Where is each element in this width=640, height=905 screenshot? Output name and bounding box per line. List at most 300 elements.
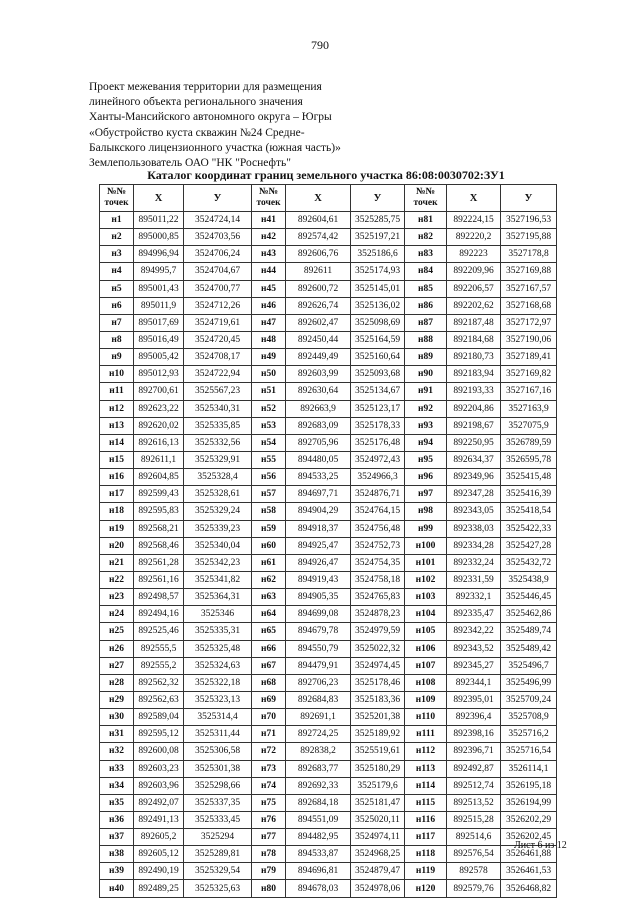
y-coordinate-cell: 3525328,61: [184, 486, 252, 503]
x-coordinate-cell: 892578: [447, 863, 501, 880]
x-coordinate-cell: 892620,02: [134, 417, 184, 434]
point-id-cell: н65: [252, 623, 286, 640]
y-coordinate-cell: 3525328,4: [184, 469, 252, 486]
point-id-cell: н114: [405, 777, 447, 794]
x-coordinate-cell: 892561,28: [134, 554, 184, 571]
point-id-cell: н11: [100, 383, 134, 400]
table-row: [100, 451, 557, 468]
y-coordinate-cell: 3526461,53: [501, 863, 557, 880]
y-coordinate-cell: 3525329,54: [184, 863, 252, 880]
point-id-cell: н50: [252, 366, 286, 383]
table-row: [100, 417, 557, 434]
y-header: У: [501, 185, 557, 212]
x-coordinate-cell: 892209,96: [447, 263, 501, 280]
y-coordinate-cell: 3525181,47: [351, 794, 405, 811]
table-row: [100, 709, 557, 726]
x-coordinate-cell: 892602,47: [286, 314, 351, 331]
point-number-header: №№ точек: [405, 185, 447, 212]
point-id-cell: н107: [405, 657, 447, 674]
x-coordinate-cell: 892700,61: [134, 383, 184, 400]
x-coordinate-cell: 892220,2: [447, 229, 501, 246]
y-coordinate-cell: 3525427,28: [501, 537, 557, 554]
point-id-cell: н43: [252, 246, 286, 263]
point-id-cell: н18: [100, 503, 134, 520]
y-coordinate-cell: 3525329,91: [184, 451, 252, 468]
point-id-cell: н62: [252, 571, 286, 588]
y-coordinate-cell: 3527169,88: [501, 263, 557, 280]
x-coordinate-cell: 892223: [447, 246, 501, 263]
point-id-cell: н67: [252, 657, 286, 674]
y-coordinate-cell: 3525093,68: [351, 366, 405, 383]
y-coordinate-cell: 3525342,23: [184, 554, 252, 571]
y-coordinate-cell: 3526202,29: [501, 811, 557, 828]
y-coordinate-cell: 3524720,45: [184, 331, 252, 348]
point-id-cell: н8: [100, 331, 134, 348]
table-row: [100, 760, 557, 777]
point-id-cell: н48: [252, 331, 286, 348]
point-id-cell: н115: [405, 794, 447, 811]
x-coordinate-cell: 892603,23: [134, 760, 184, 777]
point-id-cell: н60: [252, 537, 286, 554]
x-coordinate-cell: 892606,76: [286, 246, 351, 263]
y-coordinate-cell: 3525178,33: [351, 417, 405, 434]
point-id-cell: н26: [100, 640, 134, 657]
point-id-cell: н101: [405, 554, 447, 571]
point-id-cell: н90: [405, 366, 447, 383]
y-header: У: [351, 185, 405, 212]
point-id-cell: н59: [252, 520, 286, 537]
y-coordinate-cell: 3524979,59: [351, 623, 405, 640]
point-id-cell: н3: [100, 246, 134, 263]
x-coordinate-cell: 894926,47: [286, 554, 351, 571]
y-coordinate-cell: 3527190,06: [501, 331, 557, 348]
x-coordinate-cell: 892663,9: [286, 400, 351, 417]
table-row: [100, 246, 557, 263]
y-coordinate-cell: 3525176,48: [351, 434, 405, 451]
x-coordinate-cell: 892611: [286, 263, 351, 280]
point-id-cell: н21: [100, 554, 134, 571]
y-coordinate-cell: 3525335,85: [184, 417, 252, 434]
point-id-cell: н109: [405, 691, 447, 708]
y-coordinate-cell: 3524712,26: [184, 297, 252, 314]
x-coordinate-cell: 894551,09: [286, 811, 351, 828]
point-id-cell: н9: [100, 349, 134, 366]
y-coordinate-cell: 3527167,16: [501, 383, 557, 400]
y-coordinate-cell: 3527172,97: [501, 314, 557, 331]
point-number-header: №№ точек: [100, 185, 134, 212]
point-id-cell: н91: [405, 383, 447, 400]
x-coordinate-cell: 894479,91: [286, 657, 351, 674]
y-coordinate-cell: 3525519,61: [351, 743, 405, 760]
x-coordinate-cell: 895012,93: [134, 366, 184, 383]
y-coordinate-cell: 3525418,54: [501, 503, 557, 520]
point-id-cell: н56: [252, 469, 286, 486]
table-row: [100, 331, 557, 348]
y-coordinate-cell: 3525180,29: [351, 760, 405, 777]
point-id-cell: н25: [100, 623, 134, 640]
document-header: [89, 80, 559, 171]
x-coordinate-cell: 892706,23: [286, 674, 351, 691]
header-line: Землепользователь ОАО "НК "Роснефть": [89, 157, 291, 170]
coordinates-table: [99, 184, 557, 898]
point-id-cell: н63: [252, 589, 286, 606]
x-coordinate-cell: 894995,7: [134, 263, 184, 280]
x-coordinate-cell: 894996,94: [134, 246, 184, 263]
table-row: [100, 657, 557, 674]
point-id-cell: н5: [100, 280, 134, 297]
x-coordinate-cell: 894696,81: [286, 863, 351, 880]
point-id-cell: н46: [252, 297, 286, 314]
y-coordinate-cell: 3524974,45: [351, 657, 405, 674]
x-coordinate-cell: 892198,67: [447, 417, 501, 434]
y-coordinate-cell: 3526195,18: [501, 777, 557, 794]
x-coordinate-cell: 892250,95: [447, 434, 501, 451]
point-id-cell: н112: [405, 743, 447, 760]
y-coordinate-cell: 3524704,67: [184, 263, 252, 280]
x-coordinate-cell: 892398,16: [447, 726, 501, 743]
x-coordinate-cell: 892574,42: [286, 229, 351, 246]
x-coordinate-cell: 895011,9: [134, 297, 184, 314]
y-coordinate-cell: 3525022,32: [351, 640, 405, 657]
x-coordinate-cell: 892494,16: [134, 606, 184, 623]
y-coordinate-cell: 3525340,04: [184, 537, 252, 554]
x-header: Х: [134, 185, 184, 212]
table-row: [100, 794, 557, 811]
y-coordinate-cell: 3525333,45: [184, 811, 252, 828]
y-coordinate-cell: 3524724,14: [184, 212, 252, 229]
x-coordinate-cell: 894678,03: [286, 880, 351, 897]
point-id-cell: н106: [405, 640, 447, 657]
y-coordinate-cell: 3526461,88: [501, 846, 557, 863]
y-coordinate-cell: 3525136,02: [351, 297, 405, 314]
y-coordinate-cell: 3525178,46: [351, 674, 405, 691]
y-coordinate-cell: 3525716,54: [501, 743, 557, 760]
y-coordinate-cell: 3525311,44: [184, 726, 252, 743]
table-row: [100, 383, 557, 400]
x-coordinate-cell: 892525,46: [134, 623, 184, 640]
x-coordinate-cell: 894919,43: [286, 571, 351, 588]
point-id-cell: н97: [405, 486, 447, 503]
y-coordinate-cell: 3525340,31: [184, 400, 252, 417]
point-id-cell: н34: [100, 777, 134, 794]
x-coordinate-cell: 892184,68: [447, 331, 501, 348]
y-coordinate-cell: 3525179,6: [351, 777, 405, 794]
point-id-cell: н86: [405, 297, 447, 314]
x-header: Х: [447, 185, 501, 212]
point-id-cell: н79: [252, 863, 286, 880]
point-id-cell: н28: [100, 674, 134, 691]
point-id-cell: н2: [100, 229, 134, 246]
table-row: [100, 434, 557, 451]
x-coordinate-cell: 892626,74: [286, 297, 351, 314]
x-coordinate-cell: 894699,08: [286, 606, 351, 623]
x-coordinate-cell: 895005,42: [134, 349, 184, 366]
header-line: Балыкского лицензионного участка (южная часть)»: [89, 141, 341, 154]
y-coordinate-cell: 3525329,24: [184, 503, 252, 520]
point-id-cell: н12: [100, 400, 134, 417]
point-id-cell: н88: [405, 331, 447, 348]
point-id-cell: н80: [252, 880, 286, 897]
y-coordinate-cell: 3525432,72: [501, 554, 557, 571]
y-coordinate-cell: 3525341,82: [184, 571, 252, 588]
x-coordinate-cell: 892342,22: [447, 623, 501, 640]
y-coordinate-cell: 3525201,38: [351, 709, 405, 726]
x-coordinate-cell: 894925,47: [286, 537, 351, 554]
x-coordinate-cell: 892349,96: [447, 469, 501, 486]
y-coordinate-cell: 3524765,83: [351, 589, 405, 606]
y-coordinate-cell: 3525325,63: [184, 880, 252, 897]
table-row: [100, 880, 557, 897]
y-coordinate-cell: 3525289,81: [184, 846, 252, 863]
x-coordinate-cell: 894918,37: [286, 520, 351, 537]
x-coordinate-cell: 892604,61: [286, 212, 351, 229]
point-id-cell: н111: [405, 726, 447, 743]
table-row: [100, 349, 557, 366]
y-coordinate-cell: 3524754,35: [351, 554, 405, 571]
x-coordinate-cell: 892683,09: [286, 417, 351, 434]
x-coordinate-cell: 892332,1: [447, 589, 501, 606]
y-coordinate-cell: 3525489,74: [501, 623, 557, 640]
x-coordinate-cell: 892513,52: [447, 794, 501, 811]
x-coordinate-cell: 892691,1: [286, 709, 351, 726]
point-id-cell: н22: [100, 571, 134, 588]
x-coordinate-cell: 892331,59: [447, 571, 501, 588]
x-coordinate-cell: 892396,71: [447, 743, 501, 760]
catalog-title: Каталог координат границ земельного участка 86:08:0030702:ЗУ1: [147, 168, 505, 182]
x-coordinate-cell: 892568,21: [134, 520, 184, 537]
x-coordinate-cell: 892562,32: [134, 674, 184, 691]
table-row: [100, 263, 557, 280]
y-coordinate-cell: 3527178,8: [501, 246, 557, 263]
x-coordinate-cell: 892204,86: [447, 400, 501, 417]
point-id-cell: н23: [100, 589, 134, 606]
x-coordinate-cell: 892180,73: [447, 349, 501, 366]
point-id-cell: н118: [405, 846, 447, 863]
point-id-cell: н102: [405, 571, 447, 588]
y-coordinate-cell: 3525332,56: [184, 434, 252, 451]
x-coordinate-cell: 892343,05: [447, 503, 501, 520]
table-row: [100, 503, 557, 520]
x-coordinate-cell: 892600,72: [286, 280, 351, 297]
point-id-cell: н74: [252, 777, 286, 794]
x-coordinate-cell: 895016,49: [134, 331, 184, 348]
x-coordinate-cell: 892683,77: [286, 760, 351, 777]
point-id-cell: н99: [405, 520, 447, 537]
y-coordinate-cell: 3525364,31: [184, 589, 252, 606]
point-id-cell: н37: [100, 829, 134, 846]
y-coordinate-cell: 3525306,58: [184, 743, 252, 760]
table-row: [100, 726, 557, 743]
point-id-cell: н96: [405, 469, 447, 486]
x-coordinate-cell: 892492,87: [447, 760, 501, 777]
y-coordinate-cell: 3525285,75: [351, 212, 405, 229]
table-row: [100, 829, 557, 846]
x-coordinate-cell: 895000,85: [134, 229, 184, 246]
y-coordinate-cell: 3524756,48: [351, 520, 405, 537]
x-coordinate-cell: 892595,83: [134, 503, 184, 520]
y-coordinate-cell: 3525189,92: [351, 726, 405, 743]
header-line: «Обустройство куста скважин №24 Средне-: [89, 126, 305, 139]
table-row: [100, 520, 557, 537]
point-id-cell: н71: [252, 726, 286, 743]
point-id-cell: н6: [100, 297, 134, 314]
point-id-cell: н27: [100, 657, 134, 674]
y-coordinate-cell: 3525708,9: [501, 709, 557, 726]
point-id-cell: н89: [405, 349, 447, 366]
y-coordinate-cell: 3524879,47: [351, 863, 405, 880]
x-coordinate-cell: 892705,96: [286, 434, 351, 451]
point-id-cell: н39: [100, 863, 134, 880]
point-id-cell: н98: [405, 503, 447, 520]
y-coordinate-cell: 3525335,31: [184, 623, 252, 640]
point-id-cell: н68: [252, 674, 286, 691]
point-id-cell: н108: [405, 674, 447, 691]
x-coordinate-cell: 895001,43: [134, 280, 184, 297]
x-header: Х: [286, 185, 351, 212]
point-id-cell: н93: [405, 417, 447, 434]
x-coordinate-cell: 892576,54: [447, 846, 501, 863]
y-coordinate-cell: 3524972,43: [351, 451, 405, 468]
table-row: [100, 297, 557, 314]
x-coordinate-cell: 894482,95: [286, 829, 351, 846]
point-id-cell: н58: [252, 503, 286, 520]
point-id-cell: н32: [100, 743, 134, 760]
y-coordinate-cell: 3524966,3: [351, 469, 405, 486]
x-coordinate-cell: 892490,19: [134, 863, 184, 880]
y-coordinate-cell: 3527196,53: [501, 212, 557, 229]
y-coordinate-cell: 3525123,17: [351, 400, 405, 417]
point-id-cell: н92: [405, 400, 447, 417]
x-coordinate-cell: 892605,12: [134, 846, 184, 863]
x-coordinate-cell: 892684,83: [286, 691, 351, 708]
x-coordinate-cell: 892334,28: [447, 537, 501, 554]
point-id-cell: н95: [405, 451, 447, 468]
table-row: [100, 863, 557, 880]
point-id-cell: н7: [100, 314, 134, 331]
y-coordinate-cell: 3525145,01: [351, 280, 405, 297]
x-coordinate-cell: 895011,22: [134, 212, 184, 229]
point-id-cell: н77: [252, 829, 286, 846]
x-coordinate-cell: 894697,71: [286, 486, 351, 503]
x-coordinate-cell: 892605,2: [134, 829, 184, 846]
y-coordinate-cell: 3525020,11: [351, 811, 405, 828]
table-row: [100, 554, 557, 571]
table-row: [100, 811, 557, 828]
point-id-cell: н85: [405, 280, 447, 297]
y-coordinate-cell: 3525325,48: [184, 640, 252, 657]
y-coordinate-cell: 3525416,39: [501, 486, 557, 503]
x-coordinate-cell: 892193,33: [447, 383, 501, 400]
y-coordinate-cell: 3525489,42: [501, 640, 557, 657]
coordinates-table-body: [100, 212, 557, 898]
point-id-cell: н105: [405, 623, 447, 640]
x-coordinate-cell: 892838,2: [286, 743, 351, 760]
x-coordinate-cell: 892600,08: [134, 743, 184, 760]
y-coordinate-cell: 3527168,68: [501, 297, 557, 314]
x-coordinate-cell: 892599,43: [134, 486, 184, 503]
y-coordinate-cell: 3525567,23: [184, 383, 252, 400]
point-id-cell: н49: [252, 349, 286, 366]
x-coordinate-cell: 892332,24: [447, 554, 501, 571]
point-id-cell: н15: [100, 451, 134, 468]
y-coordinate-cell: 3526114,1: [501, 760, 557, 777]
point-id-cell: н57: [252, 486, 286, 503]
point-id-cell: н16: [100, 469, 134, 486]
table-row: [100, 691, 557, 708]
y-coordinate-cell: 3524978,06: [351, 880, 405, 897]
x-coordinate-cell: 892568,46: [134, 537, 184, 554]
point-id-cell: н33: [100, 760, 134, 777]
y-coordinate-cell: 3525496,99: [501, 674, 557, 691]
point-id-cell: н81: [405, 212, 447, 229]
x-coordinate-cell: 892630,64: [286, 383, 351, 400]
y-coordinate-cell: 3525183,36: [351, 691, 405, 708]
point-id-cell: н113: [405, 760, 447, 777]
x-coordinate-cell: 892449,49: [286, 349, 351, 366]
y-coordinate-cell: 3524722,94: [184, 366, 252, 383]
y-coordinate-cell: 3525098,69: [351, 314, 405, 331]
x-coordinate-cell: 892512,74: [447, 777, 501, 794]
point-id-cell: н41: [252, 212, 286, 229]
y-coordinate-cell: 3525462,86: [501, 606, 557, 623]
x-coordinate-cell: 892555,2: [134, 657, 184, 674]
y-coordinate-cell: 3524968,25: [351, 846, 405, 863]
x-coordinate-cell: 892450,44: [286, 331, 351, 348]
x-coordinate-cell: 894905,35: [286, 589, 351, 606]
point-id-cell: н52: [252, 400, 286, 417]
x-coordinate-cell: 892491,13: [134, 811, 184, 828]
y-coordinate-cell: 3524974,11: [351, 829, 405, 846]
point-id-cell: н17: [100, 486, 134, 503]
x-coordinate-cell: 892692,33: [286, 777, 351, 794]
x-coordinate-cell: 892684,18: [286, 794, 351, 811]
y-coordinate-cell: 3525160,64: [351, 349, 405, 366]
point-id-cell: н66: [252, 640, 286, 657]
point-id-cell: н83: [405, 246, 447, 263]
y-coordinate-cell: 3524764,15: [351, 503, 405, 520]
point-id-cell: н10: [100, 366, 134, 383]
x-coordinate-cell: 892344,1: [447, 674, 501, 691]
table-row: [100, 537, 557, 554]
x-coordinate-cell: 892555,5: [134, 640, 184, 657]
x-coordinate-cell: 894679,78: [286, 623, 351, 640]
x-coordinate-cell: 892343,52: [447, 640, 501, 657]
y-coordinate-cell: 3525197,21: [351, 229, 405, 246]
x-coordinate-cell: 892492,07: [134, 794, 184, 811]
y-coordinate-cell: 3525323,13: [184, 691, 252, 708]
point-id-cell: н53: [252, 417, 286, 434]
table-row: [100, 571, 557, 588]
y-coordinate-cell: 3525709,24: [501, 691, 557, 708]
point-id-cell: н116: [405, 811, 447, 828]
point-id-cell: н120: [405, 880, 447, 897]
y-coordinate-cell: 3524703,56: [184, 229, 252, 246]
y-coordinate-cell: 3525346: [184, 606, 252, 623]
x-coordinate-cell: 892338,03: [447, 520, 501, 537]
y-coordinate-cell: 3526194,99: [501, 794, 557, 811]
y-coordinate-cell: 3525298,66: [184, 777, 252, 794]
y-coordinate-cell: 3525496,7: [501, 657, 557, 674]
point-id-cell: н69: [252, 691, 286, 708]
point-id-cell: н72: [252, 743, 286, 760]
y-coordinate-cell: 3525415,48: [501, 469, 557, 486]
x-coordinate-cell: 894480,05: [286, 451, 351, 468]
point-id-cell: н20: [100, 537, 134, 554]
table-row: [100, 777, 557, 794]
y-coordinate-cell: 3527195,88: [501, 229, 557, 246]
point-id-cell: н75: [252, 794, 286, 811]
y-coordinate-cell: 3525422,33: [501, 520, 557, 537]
